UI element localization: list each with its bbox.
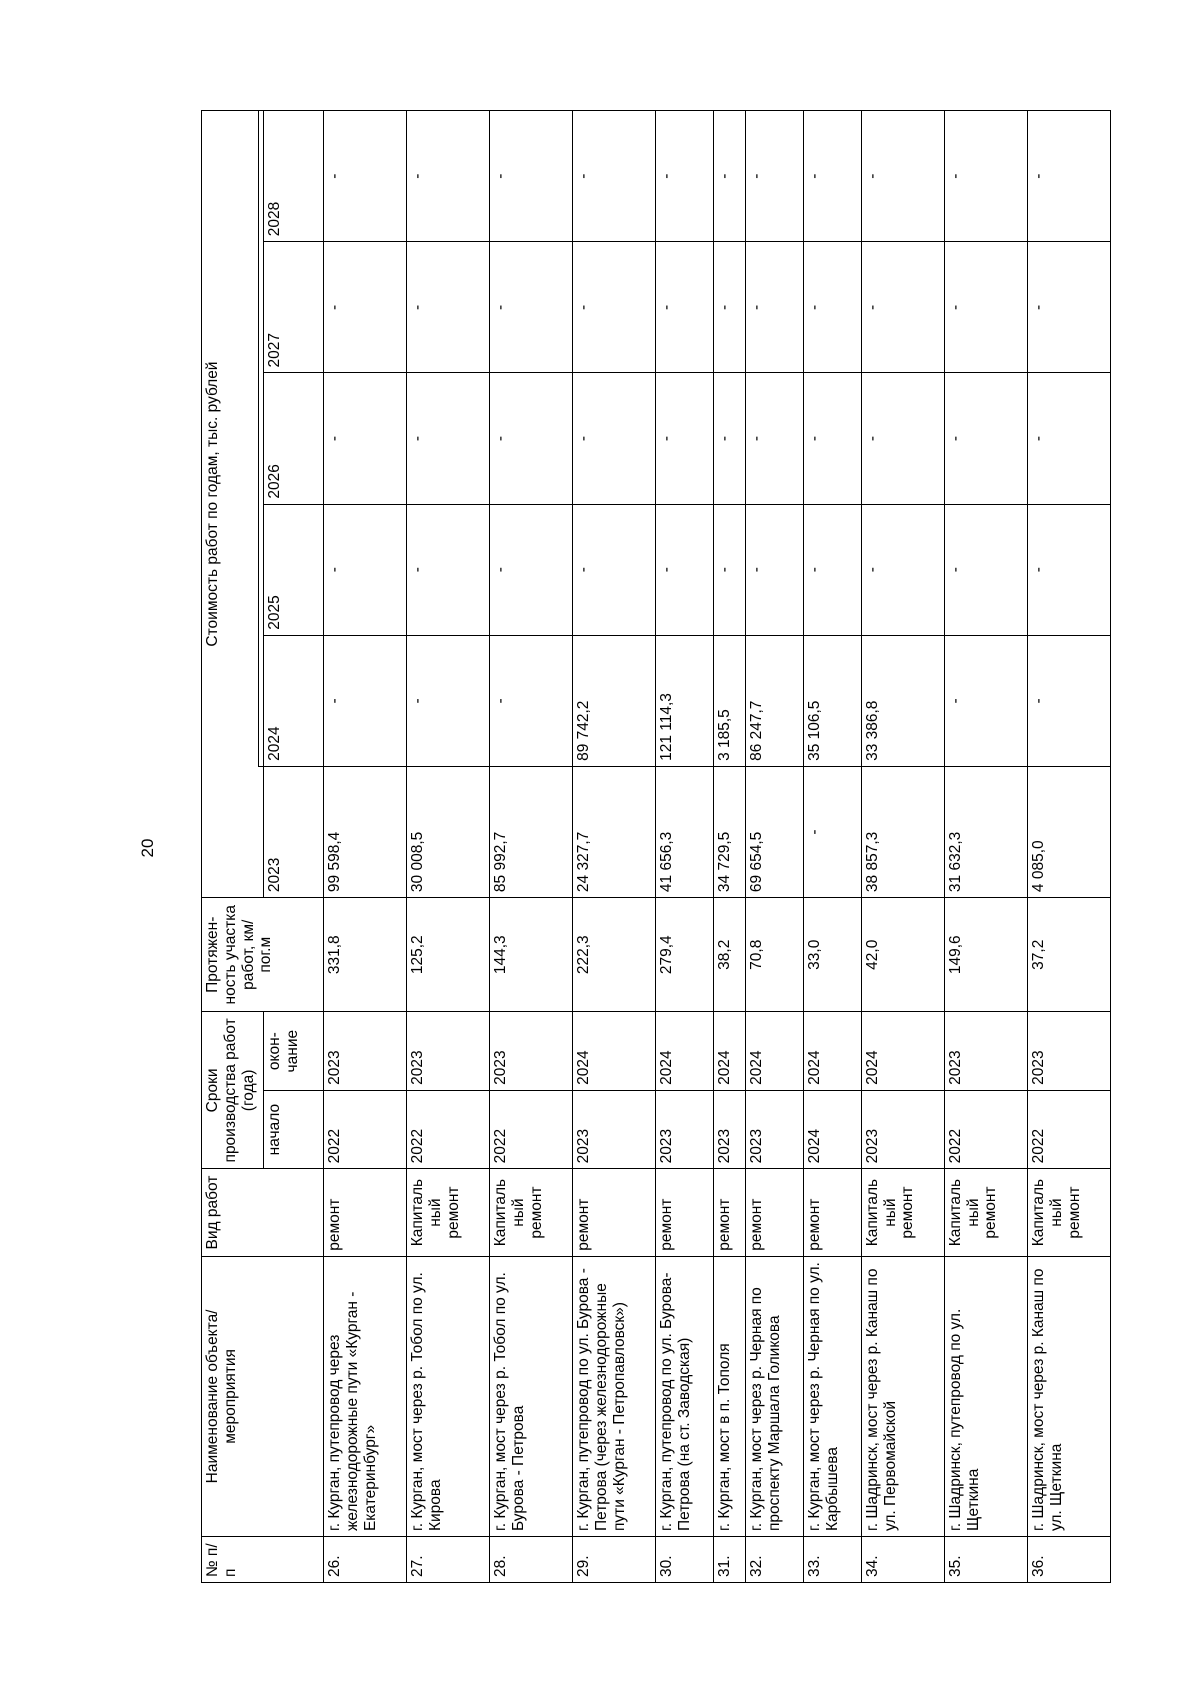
cell-length: 37,2 [1027, 898, 1110, 1012]
cell-cost-2026: - [1027, 373, 1110, 504]
cell-cost-2024: - [324, 635, 407, 766]
header-year-2025: 2025 [264, 504, 324, 635]
cell-cost-2026: - [324, 373, 407, 504]
header-year-2026: 2026 [264, 373, 324, 504]
cell-name: г. Курган, мост через р. Тобол по ул. Бурова - Петрова [490, 1256, 573, 1536]
table-row [944, 111, 1027, 1583]
cell-cost-2024: - [490, 635, 573, 766]
cell-length: 42,0 [861, 898, 944, 1012]
cell-no: 30. [656, 1537, 714, 1583]
cell-cost-2026: - [804, 373, 862, 504]
cell-cost-2024: 35 106,5 [804, 635, 862, 766]
table-rotation [201, 110, 1111, 1583]
table-row [573, 111, 656, 1583]
cell-type: ремонт [573, 1169, 656, 1256]
cell-cost-2027: - [573, 242, 656, 373]
cell-cost-2028: - [861, 111, 944, 242]
cell-end: 2024 [861, 1012, 944, 1090]
cell-end: 2023 [407, 1012, 490, 1090]
cell-type: ремонт [324, 1169, 407, 1256]
cell-name: г. Шадринск, путепровод по ул. Щеткина [944, 1256, 1027, 1536]
cell-cost-2023: 24 327,7 [573, 766, 656, 897]
cell-end: 2023 [324, 1012, 407, 1090]
cell-no: 35. [944, 1537, 1027, 1583]
cell-cost-2026: - [573, 373, 656, 504]
table-row [746, 111, 804, 1583]
cell-cost-2026: - [656, 373, 714, 504]
cell-start: 2024 [804, 1090, 862, 1168]
cell-cost-2026: - [490, 373, 573, 504]
cell-name: г. Курган, мост через р. Черная по ул. Карбышева [804, 1256, 862, 1536]
table-row [804, 111, 862, 1583]
cell-cost-2024: 121 114,3 [656, 635, 714, 766]
cell-cost-2024: - [407, 635, 490, 766]
header-work-type: Вид работ [202, 1169, 324, 1256]
cell-no: 27. [407, 1537, 490, 1583]
cell-end: 2024 [804, 1012, 862, 1090]
cell-name: г. Курган, мост через р. Черная по проспекту Маршала Голикова [746, 1256, 804, 1536]
cell-type: ремонт [746, 1169, 804, 1256]
cell-start: 2023 [573, 1090, 656, 1168]
header-no: № п/п [202, 1537, 324, 1583]
cell-cost-2028: - [944, 111, 1027, 242]
cell-end: 2024 [746, 1012, 804, 1090]
table-frame [201, 110, 1111, 1583]
cell-cost-2027: - [804, 242, 862, 373]
table-row [713, 111, 745, 1583]
cell-cost-2023: - [804, 766, 862, 897]
cell-cost-2027: - [324, 242, 407, 373]
header-start: начало [264, 1090, 324, 1168]
cell-no: 33. [804, 1537, 862, 1583]
cell-cost-2024: - [944, 635, 1027, 766]
cell-cost-2024: 86 247,7 [746, 635, 804, 766]
cell-cost-2025: - [861, 504, 944, 635]
cell-cost-2027: - [407, 242, 490, 373]
cell-length: 279,4 [656, 898, 714, 1012]
cell-type: Капиталь ный ремонт [944, 1169, 1027, 1256]
cell-end: 2024 [656, 1012, 714, 1090]
cell-cost-2026: - [746, 373, 804, 504]
cell-cost-2023: 99 598,4 [324, 766, 407, 897]
cell-cost-2023: 85 992,7 [490, 766, 573, 897]
cell-type: Капиталь ный ремонт [861, 1169, 944, 1256]
cell-no: 26. [324, 1537, 407, 1583]
cell-end: 2023 [944, 1012, 1027, 1090]
cell-no: 31. [713, 1537, 745, 1583]
cell-cost-2028: - [656, 111, 714, 242]
cell-length: 70,8 [746, 898, 804, 1012]
cell-start: 2023 [713, 1090, 745, 1168]
cell-cost-2028: - [573, 111, 656, 242]
cell-length: 222,3 [573, 898, 656, 1012]
cell-end: 2023 [490, 1012, 573, 1090]
page-number: 20 [138, 838, 157, 858]
header-year-2028: 2028 [264, 111, 324, 242]
table-row [490, 111, 573, 1583]
cell-type: Капиталь ный ремонт [490, 1169, 573, 1256]
cell-name: г. Курган, путепровод через железнодорожные пути «Курган - Екатеринбург» [324, 1256, 407, 1536]
cell-name: г. Курган, мост через р. Тобол по ул. Кирова [407, 1256, 490, 1536]
cell-start: 2022 [490, 1090, 573, 1168]
table-row [407, 111, 490, 1583]
header-cost: Стоимость работ по годам, тыс. рублей [202, 111, 259, 898]
repair-schedule-table [201, 110, 1111, 1583]
cell-start: 2022 [407, 1090, 490, 1168]
cell-cost-2028: - [713, 111, 745, 242]
cell-cost-2025: - [804, 504, 862, 635]
cell-cost-2025: - [746, 504, 804, 635]
cell-start: 2022 [324, 1090, 407, 1168]
cell-cost-2025: - [656, 504, 714, 635]
cell-type: Капиталь ный ремонт [1027, 1169, 1110, 1256]
cell-cost-2024: 3 185,5 [713, 635, 745, 766]
cell-cost-2028: - [804, 111, 862, 242]
cell-name: г. Шадринск, мост через р. Канаш по ул. Первомайской [861, 1256, 944, 1536]
cell-cost-2026: - [861, 373, 944, 504]
cell-name: г. Курган, мост в п. Тополя [713, 1256, 745, 1536]
cell-cost-2025: - [573, 504, 656, 635]
cell-cost-2024: 33 386,8 [861, 635, 944, 766]
header-year-2023: 2023 [264, 766, 324, 897]
cell-cost-2028: - [490, 111, 573, 242]
cell-cost-2023: 34 729,5 [713, 766, 745, 897]
cell-start: 2023 [861, 1090, 944, 1168]
cell-start: 2023 [656, 1090, 714, 1168]
cell-no: 28. [490, 1537, 573, 1583]
cell-start: 2022 [1027, 1090, 1110, 1168]
cell-cost-2024: - [1027, 635, 1110, 766]
cell-cost-2026: - [944, 373, 1027, 504]
cell-cost-2028: - [746, 111, 804, 242]
cell-name: г. Шадринск, мост через р. Канаш по ул. Щеткина [1027, 1256, 1110, 1536]
cell-cost-2023: 69 654,5 [746, 766, 804, 897]
cell-cost-2028: - [407, 111, 490, 242]
cell-type: ремонт [656, 1169, 714, 1256]
cell-cost-2025: - [324, 504, 407, 635]
header-length: Протяжен-ность участка работ, км/пог.м [202, 898, 324, 1012]
cell-cost-2023: 30 008,5 [407, 766, 490, 897]
cell-cost-2027: - [713, 242, 745, 373]
cell-no: 29. [573, 1537, 656, 1583]
header-year-2024: 2024 [264, 635, 324, 766]
cell-type: ремонт [713, 1169, 745, 1256]
header-end: окон-чание [264, 1012, 324, 1090]
cell-cost-2026: - [407, 373, 490, 504]
cell-cost-2027: - [861, 242, 944, 373]
cell-length: 149,6 [944, 898, 1027, 1012]
header-name: Наименование объекта/ мероприятия [202, 1256, 324, 1536]
cell-no: 36. [1027, 1537, 1110, 1583]
cell-cost-2023: 4 085,0 [1027, 766, 1110, 897]
cell-length: 125,2 [407, 898, 490, 1012]
table-row [861, 111, 944, 1583]
cell-end: 2023 [1027, 1012, 1110, 1090]
cell-start: 2023 [746, 1090, 804, 1168]
table-row [324, 111, 407, 1583]
cell-cost-2028: - [324, 111, 407, 242]
table-row [1027, 111, 1110, 1583]
cell-no: 34. [861, 1537, 944, 1583]
cell-cost-2025: - [944, 504, 1027, 635]
cell-cost-2027: - [656, 242, 714, 373]
cell-cost-2027: - [490, 242, 573, 373]
cell-type: ремонт [804, 1169, 862, 1256]
cell-cost-2025: - [1027, 504, 1110, 635]
cell-no: 32. [746, 1537, 804, 1583]
cell-cost-2023: 38 857,3 [861, 766, 944, 897]
cell-length: 33,0 [804, 898, 862, 1012]
cell-end: 2024 [573, 1012, 656, 1090]
header-year-2027: 2027 [264, 242, 324, 373]
cell-cost-2024: 89 742,2 [573, 635, 656, 766]
cell-cost-2023: 41 656,3 [656, 766, 714, 897]
cell-cost-2025: - [713, 504, 745, 635]
cell-name: г. Курган, путепровод по ул. Бурова-Петрова (на ст. Заводская) [656, 1256, 714, 1536]
cell-cost-2023: 31 632,3 [944, 766, 1027, 897]
table-row [656, 111, 714, 1583]
cell-length: 38,2 [713, 898, 745, 1012]
cell-name: г. Курган, путепровод по ул. Бурова - Петрова (через железнодорожные пути «Курган - Петропавловск») [573, 1256, 656, 1536]
cell-length: 331,8 [324, 898, 407, 1012]
cell-cost-2027: - [1027, 242, 1110, 373]
cell-cost-2025: - [490, 504, 573, 635]
cell-cost-2025: - [407, 504, 490, 635]
cell-cost-2028: - [1027, 111, 1110, 242]
cell-cost-2027: - [944, 242, 1027, 373]
cell-length: 144,3 [490, 898, 573, 1012]
cell-start: 2022 [944, 1090, 1027, 1168]
cell-type: Капиталь ный ремонт [407, 1169, 490, 1256]
header-terms: Сроки производства работ (года) [202, 1012, 264, 1169]
cell-cost-2027: - [746, 242, 804, 373]
cell-cost-2026: - [713, 373, 745, 504]
cell-end: 2024 [713, 1012, 745, 1090]
